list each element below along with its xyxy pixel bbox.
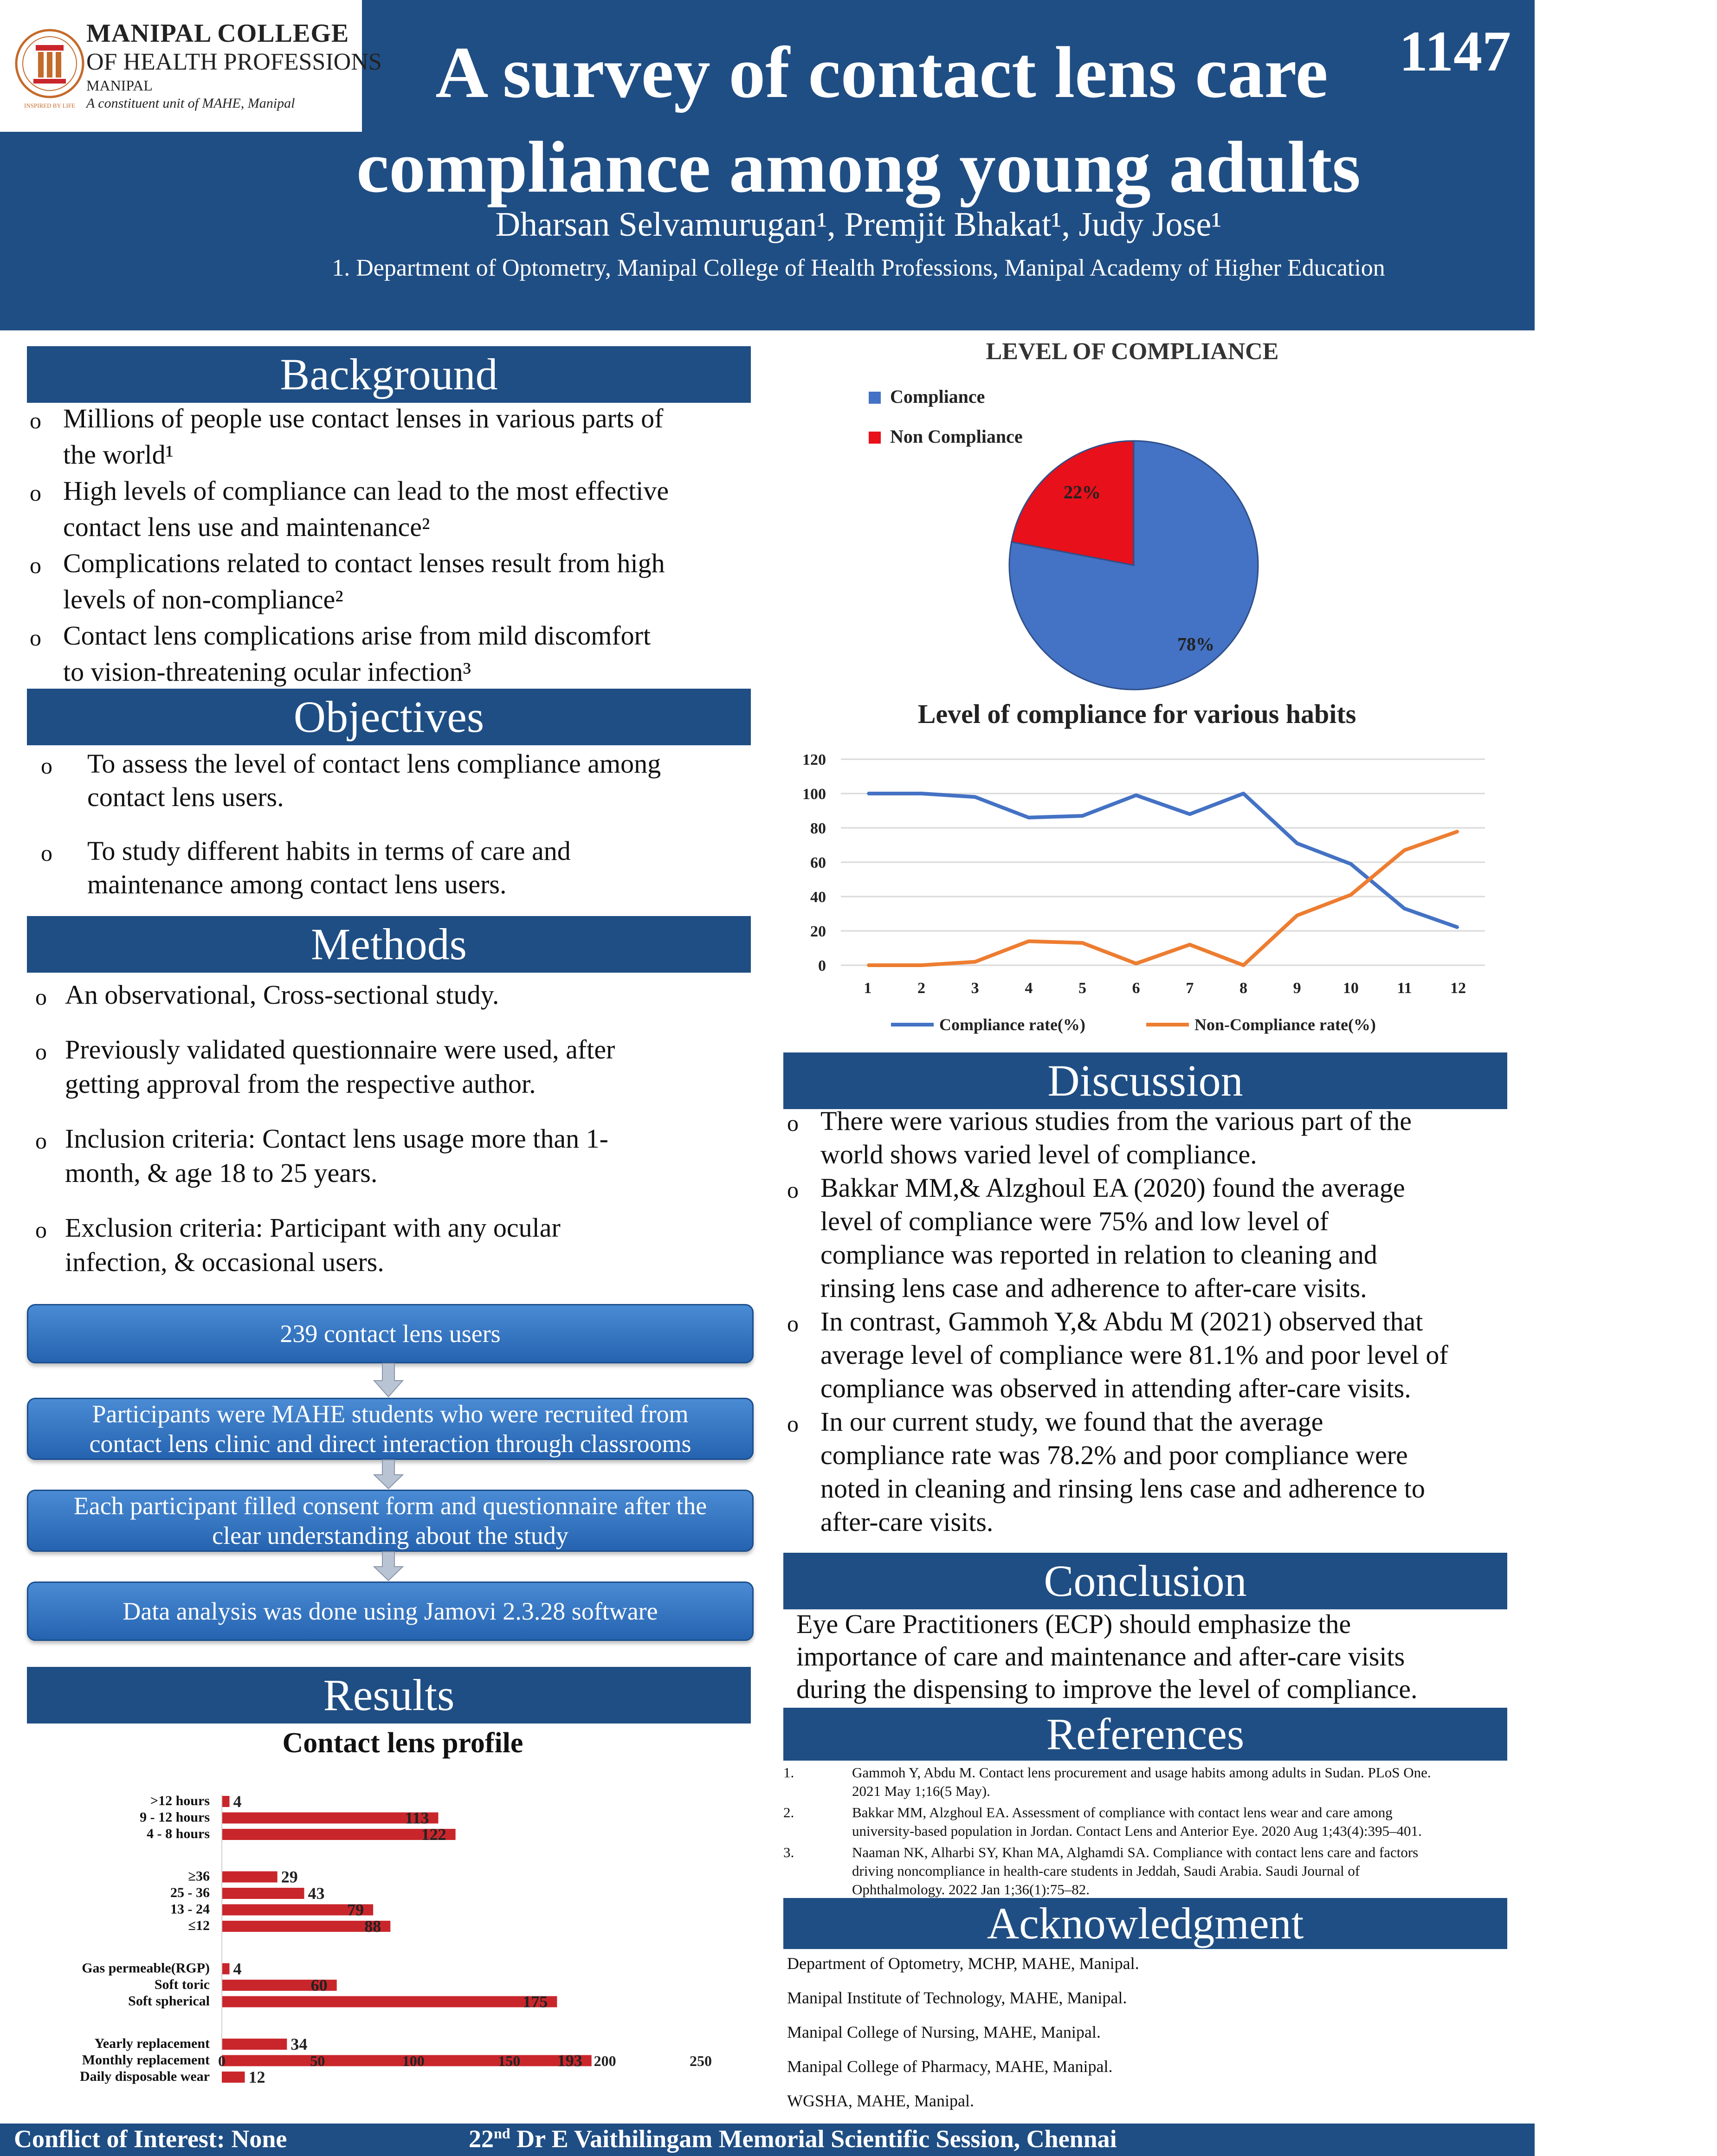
background-item-line: Millions of people use contact lenses in various parts of <box>63 403 664 433</box>
reference-line: Ophthalmology. 2022 Jan 1;36(1):75–82. <box>852 1881 1090 1898</box>
background-item-line: the world¹ <box>63 439 174 470</box>
background-item-line: High levels of compliance can lead to the most effective <box>63 476 669 506</box>
line-chart-point <box>1296 842 1298 844</box>
profile-bar-category: Gas permeable(RGP) <box>82 1960 210 1976</box>
line-chart-point <box>1457 830 1459 832</box>
acknowledgment-heading: Acknowledgment <box>783 1898 1507 1949</box>
poster-number: 1147 <box>1399 19 1511 83</box>
line-chart-point <box>1404 908 1406 910</box>
pie-data-label: 22% <box>1063 481 1101 503</box>
background-item-line: contact lens use and maintenance² <box>63 512 430 542</box>
logo-text-line1: MANIPAL COLLEGE <box>86 19 349 48</box>
discussion-item-line: In contrast, Gammoh Y,& Abdu M (2021) observed that <box>820 1306 1423 1336</box>
flowchart-step-text: Data analysis was done using Jamovi 2.3.28 software <box>123 1597 658 1625</box>
poster-title-line1: A survey of contact lens care <box>435 32 1328 113</box>
flowchart-step-text: Participants were MAHE students who were recruited from <box>92 1400 689 1428</box>
line-series-compliance <box>868 794 1458 928</box>
bar-chart-title: Contact lens profile <box>282 1727 523 1759</box>
discussion-item-line: Bakkar MM,& Alzghoul EA (2020) found the average <box>820 1173 1405 1203</box>
acknowledgment-item: Manipal College of Pharmacy, MAHE, Manipal. <box>787 2057 1113 2076</box>
flowchart-step-4 <box>27 1581 754 1641</box>
reference-number: 2. <box>783 1804 794 1820</box>
profile-bar <box>222 1829 456 1840</box>
profile-bar <box>222 2072 245 2083</box>
profile-bar-value: 79 <box>347 1900 364 1919</box>
bar-chart-x-tick: 200 <box>594 2053 616 2069</box>
line-chart-point <box>1135 962 1137 964</box>
line-chart-point <box>867 793 869 794</box>
line-chart-point <box>1404 849 1406 851</box>
flowchart-step-text: Each participant filled consent form and questionnaire after the <box>73 1492 707 1520</box>
background-item-line: levels of non-compliance² <box>63 584 343 614</box>
compliance-pie-chart <box>784 330 1508 706</box>
methods-list <box>27 975 751 1290</box>
profile-bar-value: 29 <box>281 1867 298 1886</box>
profile-bar-category: ≤12 <box>188 1918 210 1933</box>
reference-line: Gammoh Y, Abdu M. Contact lens procurement and usage habits among adults in Sudan. PLoS One. <box>852 1764 1431 1781</box>
method-item-line: An observational, Cross-sectional study. <box>65 980 499 1010</box>
logo-text-line3: MANIPAL <box>86 77 153 94</box>
line-chart-point <box>1189 813 1191 815</box>
logo-text-line4: A constituent unit of MAHE, Manipal <box>86 96 295 111</box>
line-chart-point <box>1082 815 1084 817</box>
profile-bar <box>222 1888 304 1899</box>
profile-bar-value: 43 <box>308 1884 325 1903</box>
discussion-item-line: world shows varied level of compliance. <box>820 1139 1257 1169</box>
bullet-marker: o <box>30 480 41 506</box>
profile-bar-value: 12 <box>248 2068 265 2086</box>
line-chart-point <box>1082 942 1084 944</box>
line-chart-point <box>867 964 869 966</box>
line-chart-point <box>921 793 923 794</box>
flow-arrow-icon <box>372 1552 405 1581</box>
profile-bar-category: 13 - 24 <box>170 1901 210 1917</box>
line-chart-point <box>1028 817 1030 819</box>
bar-chart-x-tick: 250 <box>690 2053 712 2069</box>
line-chart-point <box>974 961 976 963</box>
line-chart-point <box>1350 863 1352 865</box>
line-chart-point <box>974 796 976 798</box>
bar-chart-x-tick: 100 <box>402 2053 425 2069</box>
line-chart-x-tick: 5 <box>1078 980 1086 997</box>
bullet-marker: o <box>35 1217 47 1243</box>
profile-bar-category: Soft spherical <box>128 1993 210 2009</box>
line-chart-x-tick: 4 <box>1025 980 1033 997</box>
line-chart-x-tick: 1 <box>864 980 872 997</box>
flowchart-step-text: contact lens clinic and direct interaction through classrooms <box>89 1430 691 1458</box>
flowchart-step-3 <box>27 1490 754 1552</box>
line-chart-point <box>1296 915 1298 917</box>
flow-arrow-icon <box>372 1460 405 1490</box>
discussion-item-line: after-care visits. <box>820 1507 994 1537</box>
line-chart-y-tick: 20 <box>810 923 826 940</box>
profile-bar-category: 25 - 36 <box>170 1885 210 1900</box>
bullet-marker: o <box>787 1110 799 1136</box>
line-chart-title: Level of compliance for various habits <box>917 699 1356 729</box>
acknowledgment-list <box>787 1949 1511 2121</box>
line-chart-x-tick: 9 <box>1293 980 1301 997</box>
discussion-item-line: level of compliance were 75% and low level of <box>820 1206 1329 1236</box>
profile-bar-category: 9 - 12 hours <box>140 1809 210 1825</box>
pie-legend-swatch <box>869 392 881 404</box>
line-chart-point <box>1457 927 1459 929</box>
flowchart-step-2 <box>27 1398 754 1460</box>
flowchart-step-1 <box>27 1304 754 1363</box>
references-heading: References <box>783 1708 1507 1761</box>
profile-bar <box>222 1996 557 2008</box>
line-chart-x-tick: 8 <box>1239 980 1247 997</box>
method-item-line: month, & age 18 to 25 years. <box>65 1158 378 1188</box>
profile-bar <box>222 2039 287 2050</box>
contact-lens-profile-chart <box>27 1725 760 2086</box>
profile-bar-value: 34 <box>290 2035 308 2053</box>
objective-item-line: To study different habits in terms of care and <box>87 836 571 866</box>
poster-authors: Dharsan Selvamurugan¹, Premjit Bhakat¹, Judy Jose¹ <box>495 206 1222 244</box>
profile-bar-category: Monthly replacement <box>82 2052 210 2068</box>
discussion-item-line: compliance rate was 78.2% and poor compliance were <box>820 1440 1408 1470</box>
background-heading: Background <box>27 346 751 403</box>
bullet-marker: o <box>30 625 41 651</box>
line-chart-y-tick: 120 <box>802 751 826 768</box>
conference-name: 22nd Dr E Vaithilingam Memorial Scientific Session, Chennai <box>469 2125 1117 2153</box>
profile-bar-value: 122 <box>421 1825 446 1844</box>
bullet-marker: o <box>35 1128 47 1154</box>
flowchart-step-text: clear understanding about the study <box>212 1522 568 1549</box>
discussion-item-line: There were various studies from the various part of the <box>820 1106 1412 1136</box>
discussion-heading: Discussion <box>783 1052 1507 1109</box>
pie-legend-swatch <box>869 432 881 444</box>
reference-number: 3. <box>783 1844 794 1860</box>
profile-bar-value: 60 <box>310 1976 328 1995</box>
line-chart-y-tick: 60 <box>810 854 826 871</box>
profile-bar-value: 88 <box>364 1917 381 1936</box>
objective-item-line: To assess the level of contact lens compliance among <box>87 749 661 779</box>
reference-line: driving noncompliance in health-care students in Jeddah, Saudi Arabia. Saudi Journal of <box>852 1863 1360 1879</box>
profile-bar <box>222 1872 278 1883</box>
line-chart-x-tick: 7 <box>1186 980 1194 997</box>
discussion-list <box>783 1104 1517 1550</box>
conclusion-line: during the dispensing to improve the level of compliance. <box>796 1674 1418 1704</box>
background-item-line: to vision-threatening ocular infection³ <box>63 657 471 687</box>
line-chart-point <box>1189 944 1191 946</box>
line-chart-x-tick: 3 <box>971 980 979 997</box>
line-chart-x-tick: 6 <box>1132 980 1140 997</box>
background-list <box>27 402 751 685</box>
line-chart-y-tick: 40 <box>810 889 826 906</box>
pie-legend-label: Non Compliance <box>890 426 1023 447</box>
profile-bar-category: ≥36 <box>188 1868 210 1884</box>
profile-bar-category: 4 - 8 hours <box>147 1826 210 1841</box>
profile-bar-category: >12 hours <box>150 1793 210 1808</box>
poster-affiliation: 1. Department of Optometry, Manipal College of Health Professions, Manipal Academy of Higher Education <box>332 255 1385 281</box>
reference-line: university-based population in Jordan. Contact Lens and Anterior Eye. 2020 Aug 1;43(4):395–401. <box>852 1823 1422 1839</box>
profile-bar-value: 175 <box>523 1992 548 2011</box>
conclusion-heading: Conclusion <box>783 1553 1507 1609</box>
line-chart-y-tick: 80 <box>810 820 826 837</box>
reference-line: Bakkar MM, Alzghoul EA. Assessment of compliance with contact lens wear and care among <box>852 1804 1393 1820</box>
line-chart-y-tick: 100 <box>802 786 826 803</box>
profile-bar <box>222 1963 230 1975</box>
bullet-marker: o <box>41 840 52 866</box>
flow-arrow-icon <box>372 1363 405 1398</box>
bullet-marker: o <box>41 753 52 779</box>
conclusion-text <box>796 1607 1520 1710</box>
method-item-line: Inclusion criteria: Contact lens usage more than 1- <box>65 1123 608 1154</box>
flowchart-step-text: 239 contact lens users <box>280 1320 501 1348</box>
discussion-item-line: noted in cleaning and rinsing lens case and adherence to <box>820 1473 1425 1504</box>
line-legend-label: Compliance rate(%) <box>939 1015 1085 1034</box>
pie-chart-title: LEVEL OF COMPLIANCE <box>986 338 1279 365</box>
background-item-line: Contact lens complications arise from mild discomfort <box>63 620 651 651</box>
bullet-marker: o <box>787 1411 799 1437</box>
conclusion-line: Eye Care Practitioners (ECP) should emphasize the <box>796 1609 1351 1639</box>
objectives-list <box>27 747 751 910</box>
profile-bar <box>222 1796 230 1807</box>
profile-bar-category: Daily disposable wear <box>79 2069 210 2084</box>
bullet-marker: o <box>30 552 41 578</box>
reference-number: 1. <box>783 1764 794 1781</box>
habits-line-chart <box>784 699 1508 1045</box>
objective-item-line: contact lens users. <box>87 782 284 812</box>
logo-text-line2: OF HEALTH PROFESSIONS <box>86 49 382 75</box>
bullet-marker: o <box>787 1310 799 1336</box>
pie-legend-label: Compliance <box>890 386 985 407</box>
background-item-line: Complications related to contact lenses result from high <box>63 548 665 578</box>
line-chart-point <box>1350 894 1352 896</box>
profile-bar-value: 4 <box>233 1959 242 1978</box>
discussion-item-line: In our current study, we found that the average <box>820 1407 1323 1437</box>
acknowledgment-item: Manipal College of Nursing, MAHE, Manipal. <box>787 2023 1101 2041</box>
method-item-line: infection, & occasional users. <box>65 1247 384 1277</box>
method-item-line: Previously validated questionnaire were used, after <box>65 1034 615 1065</box>
line-chart-point <box>1243 964 1245 966</box>
line-chart-x-tick: 2 <box>917 980 925 997</box>
profile-bar-value: 4 <box>233 1792 242 1811</box>
line-chart-x-tick: 11 <box>1397 980 1412 997</box>
bar-chart-x-tick: 0 <box>218 2053 226 2069</box>
line-chart-x-tick: 12 <box>1450 980 1466 997</box>
conclusion-line: importance of care and maintenance and after-care visits <box>796 1641 1405 1672</box>
methods-flowchart <box>0 1290 780 1625</box>
objective-item-line: maintenance among contact lens users. <box>87 869 507 899</box>
objectives-heading: Objectives <box>27 689 751 745</box>
reference-line: Naaman NK, Alharbi SY, Khan MA, Alghamdi SA. Compliance with contact lens care and factors <box>852 1844 1419 1860</box>
bar-chart-x-tick: 50 <box>310 2053 325 2069</box>
bullet-marker: o <box>35 1039 47 1065</box>
poster-title-line2: compliance among young adults <box>356 127 1361 208</box>
bar-chart-x-tick: 150 <box>498 2053 521 2069</box>
reference-line: 2021 May 1;16(5 May). <box>852 1783 990 1799</box>
line-chart-y-tick: 0 <box>818 957 826 975</box>
line-series-non-compliance <box>868 831 1458 965</box>
profile-bar-category: Yearly replacement <box>94 2036 210 2051</box>
method-item-line: getting approval from the respective author. <box>65 1069 536 1099</box>
line-legend-label: Non-Compliance rate(%) <box>1194 1015 1376 1034</box>
college-seal-icon <box>10 19 89 112</box>
discussion-item-line: compliance was observed in attending after-care visits. <box>820 1373 1411 1403</box>
method-item-line: Exclusion criteria: Participant with any ocular <box>65 1213 561 1243</box>
discussion-item-line: rinsing lens case and adherence to after-care visits. <box>820 1273 1367 1303</box>
poster-footer <box>0 2124 1535 2156</box>
logo-seal-text: INSPIRED BY LIFE <box>24 102 76 109</box>
profile-bar-value: 193 <box>557 2051 582 2070</box>
line-chart-point <box>921 964 923 966</box>
conflict-of-interest: Conflict of Interest: None <box>14 2125 287 2153</box>
profile-bar-category: Soft toric <box>154 1977 210 1992</box>
acknowledgment-item: Manipal Institute of Technology, MAHE, Manipal. <box>787 1988 1127 2007</box>
discussion-item-line: compliance was reported in relation to cleaning and <box>820 1239 1377 1270</box>
college-logo <box>0 0 382 132</box>
line-chart-point <box>1028 940 1030 942</box>
acknowledgment-item: WGSHA, MAHE, Manipal. <box>787 2091 974 2110</box>
line-chart-point <box>1243 793 1245 794</box>
acknowledgment-item: Department of Optometry, MCHP, MAHE, Manipal. <box>787 1954 1139 1973</box>
bullet-marker: o <box>30 407 41 433</box>
line-chart-point <box>1135 794 1137 796</box>
bullet-marker: o <box>35 984 47 1010</box>
profile-bar-value: 113 <box>405 1808 429 1827</box>
line-chart-x-tick: 10 <box>1343 980 1359 997</box>
pie-data-label: 78% <box>1177 633 1214 655</box>
results-heading: Results <box>27 1667 751 1724</box>
discussion-item-line: average level of compliance were 81.1% and poor level of <box>820 1340 1448 1370</box>
bullet-marker: o <box>787 1177 799 1203</box>
methods-heading: Methods <box>27 916 751 973</box>
references-list <box>783 1763 1526 1903</box>
